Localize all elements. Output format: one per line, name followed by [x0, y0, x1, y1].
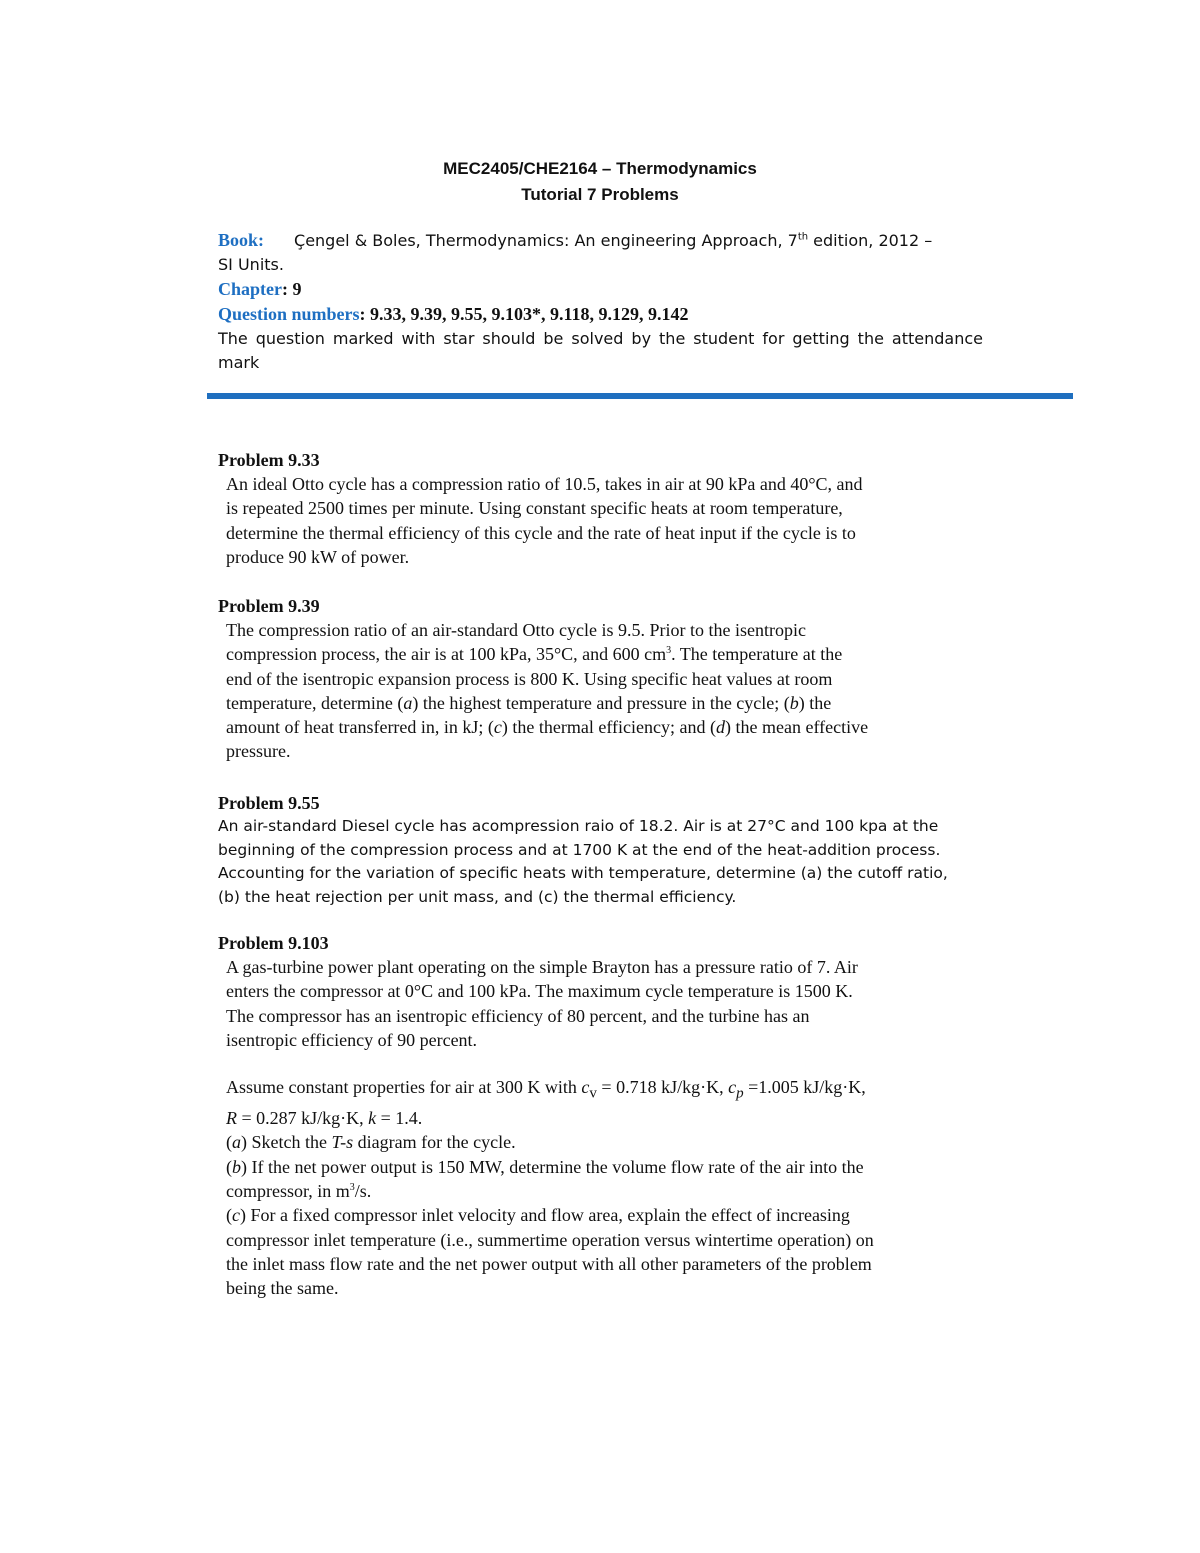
problem-line: The compressor has an isentropic efficiency of 80 percent, and the turbine has an: [226, 1005, 810, 1026]
paragraph-gap: [218, 1052, 988, 1075]
part-c: (c) For a fixed compressor inlet velocity and flow area, explain the effect of increasing: [226, 1205, 850, 1226]
problem-9-103: [218, 931, 988, 1300]
problem-line: A gas-turbine power plant operating on the simple Brayton has a pressure ratio of 7. Air: [226, 957, 858, 977]
problem-line: Accounting for the variation of specific heats with temperature, determine (a) the cutoff ratio,: [218, 864, 948, 882]
problem-9-39: [218, 594, 988, 764]
questions-label: Question numbers: [218, 304, 360, 324]
tutorial-subtitle: Tutorial 7 Problems: [521, 185, 679, 204]
book-text: Çengel & Boles, Thermodynamics: An engineering Approach, 7th edition, 2012 –: [294, 231, 933, 250]
assumption-line: R = 0.287 kJ/kg·K, k = 1.4.: [226, 1108, 423, 1129]
course-title: MEC2405/CHE2164 – Thermodynamics: [443, 159, 757, 178]
problem-line: The compression ratio of an air-standard Otto cycle is 9.5. Prior to the isentropic: [226, 620, 806, 640]
problem-line: An ideal Otto cycle has a compression ratio of 10.5, takes in air at 90 kPa and 40°C, and: [226, 474, 863, 494]
questions-line: Question numbers: 9.33, 9.39, 9.55, 9.103*, 9.118, 9.129, 9.142: [218, 304, 689, 324]
questions-value: 9.33, 9.39, 9.55, 9.103*, 9.118, 9.129, 9.142: [370, 304, 689, 324]
problem-line: is repeated 2500 times per minute. Using constant specific heats at room temperature,: [226, 498, 843, 519]
problem-line: amount of heat transferred in, in kJ; (c) the thermal efficiency; and (d) the mean effective: [226, 717, 869, 738]
problem-line: determine the thermal efficiency of this cycle and the rate of heat input if the cycle is to: [226, 522, 856, 543]
problem-heading: Problem 9.103: [218, 933, 329, 953]
problem-line: An air-standard Diesel cycle has acompression raio of 18.2. Air is at 27°C and 100 kpa at the: [218, 817, 939, 835]
problem-line: pressure.: [226, 741, 291, 762]
chapter-label: Chapter: [218, 279, 282, 299]
problem-line: isentropic efficiency of 90 percent.: [226, 1029, 478, 1050]
part-c-cont: being the same.: [226, 1278, 339, 1299]
problem-heading: Problem 9.33: [218, 450, 320, 470]
attendance-note: The question marked with star should be solved by the student for getting the attendance mark: [218, 329, 983, 372]
assumption-line: Assume constant properties for air at 300 K with $c_v = 0.718$ kJ/kg·K, $c_p =1.005$ kJ/kg·K,: [226, 1077, 866, 1102]
problem-line: temperature, determine (a) the highest temperature and pressure in the cycle; (b) the: [226, 692, 832, 713]
problem-line: enters the compressor at 0°C and 100 kPa. The maximum cycle temperature is 1500 K.: [226, 981, 853, 1002]
problem-line: (b) the heat rejection per unit mass, and (c) the thermal efficiency.: [218, 887, 737, 906]
book-line-2: SI Units.: [218, 255, 284, 274]
problem-heading: Problem 9.39: [218, 596, 320, 616]
chapter-value: 9: [292, 279, 302, 299]
part-c-cont: the inlet mass flow rate and the net power output with all other parameters of the problem: [226, 1253, 872, 1274]
problem-line: end of the isentropic expansion process is 800 K. Using specific heat values at room: [226, 668, 833, 689]
problem-line: produce 90 kW of power.: [226, 546, 410, 567]
problem-heading: Problem 9.55: [218, 793, 320, 813]
problem-line: compression process, the air is at 100 kPa, 35°C, and 600 $cm^3$. The temperature at the: [226, 644, 843, 665]
part-b-cont: compressor, in $m^3/s$.: [226, 1180, 372, 1201]
part-a: (a) Sketch the T-s diagram for the cycle.: [226, 1132, 516, 1153]
problem-9-33: [218, 448, 988, 569]
book-label: Book:: [218, 230, 265, 250]
section-divider: [207, 393, 1073, 399]
book-line: [218, 228, 983, 253]
meta-info: [218, 228, 983, 375]
part-c-cont: compressor inlet temperature (i.e., summertime operation versus wintertime operation) on: [226, 1229, 874, 1250]
problem-9-55: [218, 791, 988, 909]
title-block: [0, 156, 1200, 208]
part-b: (b) If the net power output is 150 MW, determine the volume flow rate of the air into the: [226, 1156, 864, 1177]
chapter-line: Chapter: 9: [218, 279, 302, 299]
problem-line: beginning of the compression process and at 1700 K at the end of the heat-addition process.: [218, 840, 941, 859]
